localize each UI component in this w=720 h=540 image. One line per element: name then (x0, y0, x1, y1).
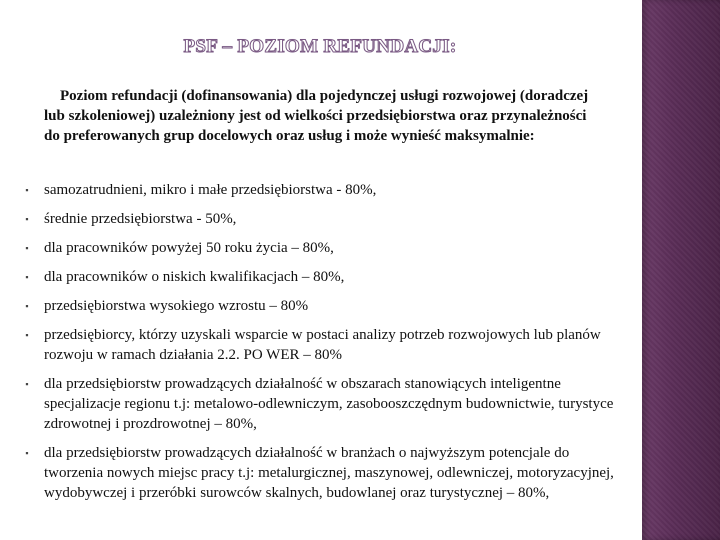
list-item-text: dla przedsiębiorstw prowadzących działalność w obszarach stanowiących inteligentne specjalizacje regionu t.j: metalowo-odlewniczym, zasobooszczędnym budownictwie, turystyce zdrowotnej i prozdrowotnej – 80%, (44, 376, 614, 432)
list-item (0, 443, 624, 503)
list-item-text: samozatrudnieni, mikro i małe przedsiębiorstwa - 80%, (44, 182, 377, 198)
list-item (0, 325, 624, 365)
bullet-icon: ▪ (25, 301, 29, 311)
bullet-icon: ▪ (25, 214, 29, 224)
bullet-list (0, 180, 640, 512)
bullet-icon: ▪ (25, 330, 29, 340)
slide-title: PSF – POZIOM REFUNDACJI: (183, 36, 457, 57)
list-item-text: dla przedsiębiorstw prowadzących działalność w branżach o najwyższym potencjale do tworzenia nowych miejsc pracy t.j: metalurgicznej, maszynowej, odlewniczej, motoryzacyjnej, wydobywczej i przeróbki surowców skalnych, budowlanej oraz turystycznej – 80%, (44, 445, 614, 501)
list-item (0, 374, 624, 434)
list-item (0, 267, 624, 287)
bullet-icon: ▪ (25, 243, 29, 253)
list-item-text: średnie przedsiębiorstwa - 50%, (44, 211, 237, 227)
list-item (0, 209, 624, 229)
list-item-text: dla pracowników powyżej 50 roku życia – 80%, (44, 240, 334, 256)
list-item-text: przedsiębiorstwa wysokiego wzrostu – 80% (44, 298, 309, 314)
bullet-icon: ▪ (25, 379, 29, 389)
list-item-text: dla pracowników o niskich kwalifikacjach – 80%, (44, 269, 345, 285)
list-item-text: przedsiębiorcy, którzy uzyskali wsparcie w postaci analizy potrzeb rozwojowych lub planów rozwoju w ramach działania 2.2. PO WER – 80% (44, 327, 601, 363)
list-item (0, 180, 624, 200)
bullet-icon: ▪ (25, 448, 29, 458)
decorative-side-band (642, 0, 720, 540)
bullet-icon: ▪ (25, 185, 29, 195)
list-item (0, 238, 624, 258)
intro-paragraph: Poziom refundacji (dofinansowania) dla pojedynczej usługi rozwojowej (doradczej lub szkoleniowej) uzależniony jest od wielkości przedsiębiorstwa oraz przynależności do preferowanych grup docelowych oraz usług i może wynieść maksymalnie: (44, 88, 589, 144)
bullet-icon: ▪ (25, 272, 29, 282)
list-item (0, 296, 624, 316)
